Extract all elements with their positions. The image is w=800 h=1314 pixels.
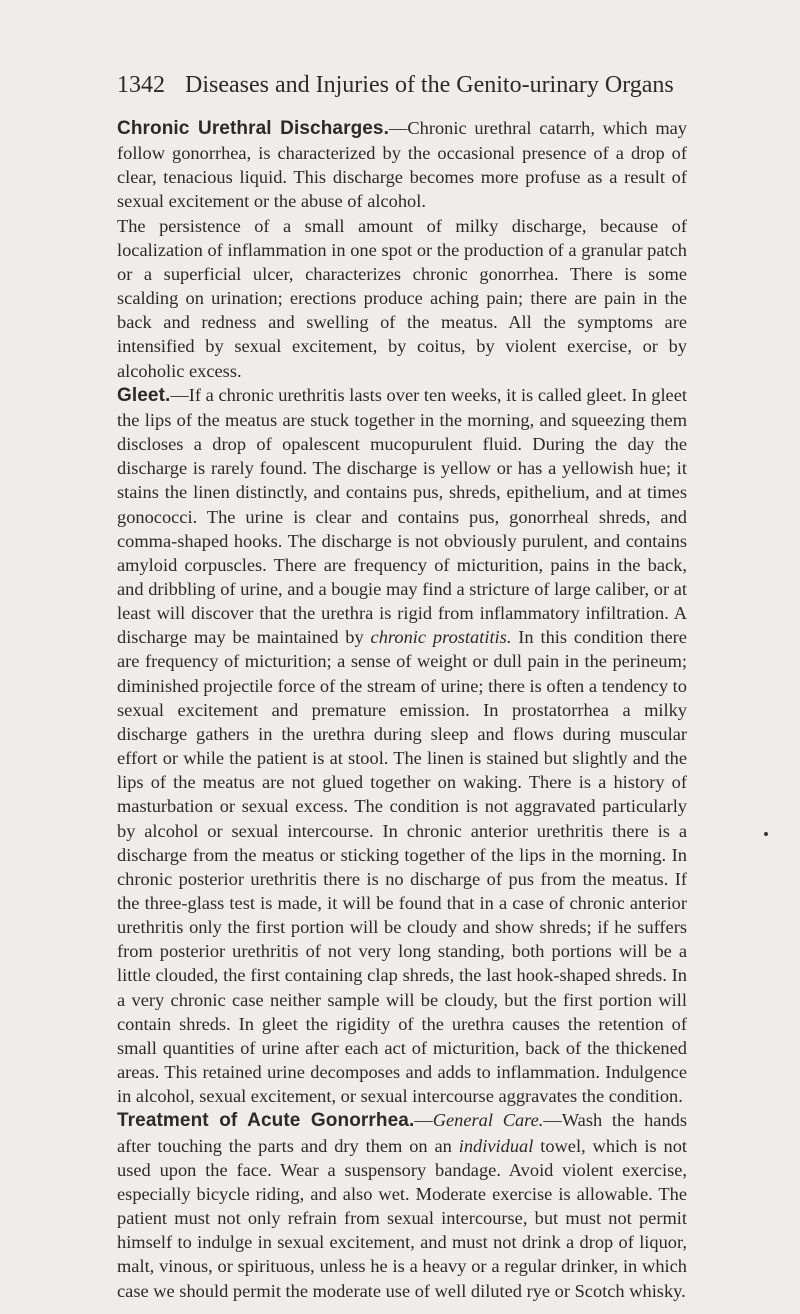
paragraph-text: The persistence of a small amount of milky discharge, because of localization of inflammation in one spot or the production of a granular patch or a superficial ulcer, characterizes chronic gonorrhea. There is some scalding on urination; erections produce aching pain; there are pain in the back and redness and swelling of the meatus. All the symptoms are intensified by sexual excitement, by coitus, by violent exercise, or by alcoholic excess. — [117, 215, 687, 381]
paragraph-text: —Chronic urethral catarrh, which may follow gonorrhea, is characterized by the occasional presence of a drop of clear, tenacious liquid. This discharge becomes more profuse as a result of sexual excitement or the abuse of alcohol. — [117, 118, 687, 212]
section-heading-chronic-urethral-discharges: Chronic Urethral Discharges. — [117, 118, 389, 139]
page-number: 1342 — [117, 72, 165, 98]
dash: — — [414, 1110, 433, 1131]
paragraph-text: towel, which is not used upon the face. Wear a suspensory bandage. Avoid violent exercise, especially bicycle riding, and also wet. Moderate exercise is allowable. The patient must not only refrain from sexual intercourse, but must not permit himself to indulge in sexual excitement, and must not drink a drop of liquor, malt, vinous, or spirituous, unless he is a heavy or a regular drinker, in which case we should permit the moderate use of well diluted rye or Scotch whisky. — [117, 1135, 688, 1301]
paragraph-chronic-gonorrhea — [117, 214, 687, 383]
paragraph-gleet — [117, 383, 687, 1109]
paragraph-text: —Wash the hands after touching the parts and dry them on an — [117, 1110, 688, 1156]
body-text — [117, 116, 687, 1303]
running-head — [117, 72, 677, 112]
paragraph-treatment — [117, 1108, 687, 1302]
margin-mark — [764, 832, 768, 836]
paragraph-chronic-urethral-discharges — [117, 116, 687, 214]
italic-term-individual: individual — [458, 1135, 534, 1156]
paragraph-text: —If a chronic urethritis lasts over ten weeks, it is called gleet. In gleet the lips of the meatus are stuck together in the morning, and squeezing them discloses a drop of opalescent mucopurulent fluid. During the day the discharge is rarely found. The discharge is yellow or has a yellowish hue; it stains the linen distinctly, and contains pus, shreds, epithelium, and at times gonococci. The urine is clear and contains pus, gonorrheal shreds, and comma-shaped hooks. The discharge is not obviously purulent, and contains amyloid corpuscles. There are frequency of micturition, pains in the back, and dribbling of urine, and a bougie may find a stricture of large caliber, or at least will discover that the urethra is rigid from inflammatory infiltration. A discharge may be maintained by — [117, 384, 687, 648]
paragraph-text: In this condition there are frequency of micturition; a sense of weight or dull pain in the perineum; diminished projectile force of the stream of urine; there is often a tendency to sexual excitement and premature emission. In prostatorrhea a milky discharge gathers in the urethra during sleep and flows during muscular effort or while the patient is at stool. The linen is stained but slightly and the lips of the meatus are not glued together on waking. There is a history of masturbation or sexual excess. The condition is not aggravated particularly by alcohol or sexual intercourse. In chronic anterior urethritis there is a discharge from the meatus or sticking together of the lips in the morning. In chronic posterior urethritis there is no discharge of pus from the meatus. If the three-glass test is made, it will be found that in a case of chronic anterior urethritis only the first portion will be cloudy and show shreds; if he suffers from posterior urethritis of not very long standing, both portions will be a little clouded, the first containing clap shreds, the last hook-shaped shreds. In a very chronic case neither sample will be cloudy, but the first portion will contain shreds. In gleet the rigidity of the urethra causes the retention of small quantities of urine after each act of micturition, back of the thickened areas. This retained urine decomposes and adds to inflammation. Indulgence in alcohol, sexual excitement, or sexual intercourse aggravates the condition. — [117, 627, 687, 1107]
italic-subheading-general-care: General Care. — [432, 1110, 544, 1131]
section-heading-treatment-acute-gonorrhea: Treatment of Acute Gonorrhea. — [117, 1110, 415, 1132]
italic-term-chronic-prostatitis: chronic prostatitis. — [370, 627, 512, 648]
running-head-title: Diseases and Injuries of the Genito-urinary Organs — [185, 72, 674, 98]
section-heading-gleet: Gleet. — [117, 384, 171, 406]
